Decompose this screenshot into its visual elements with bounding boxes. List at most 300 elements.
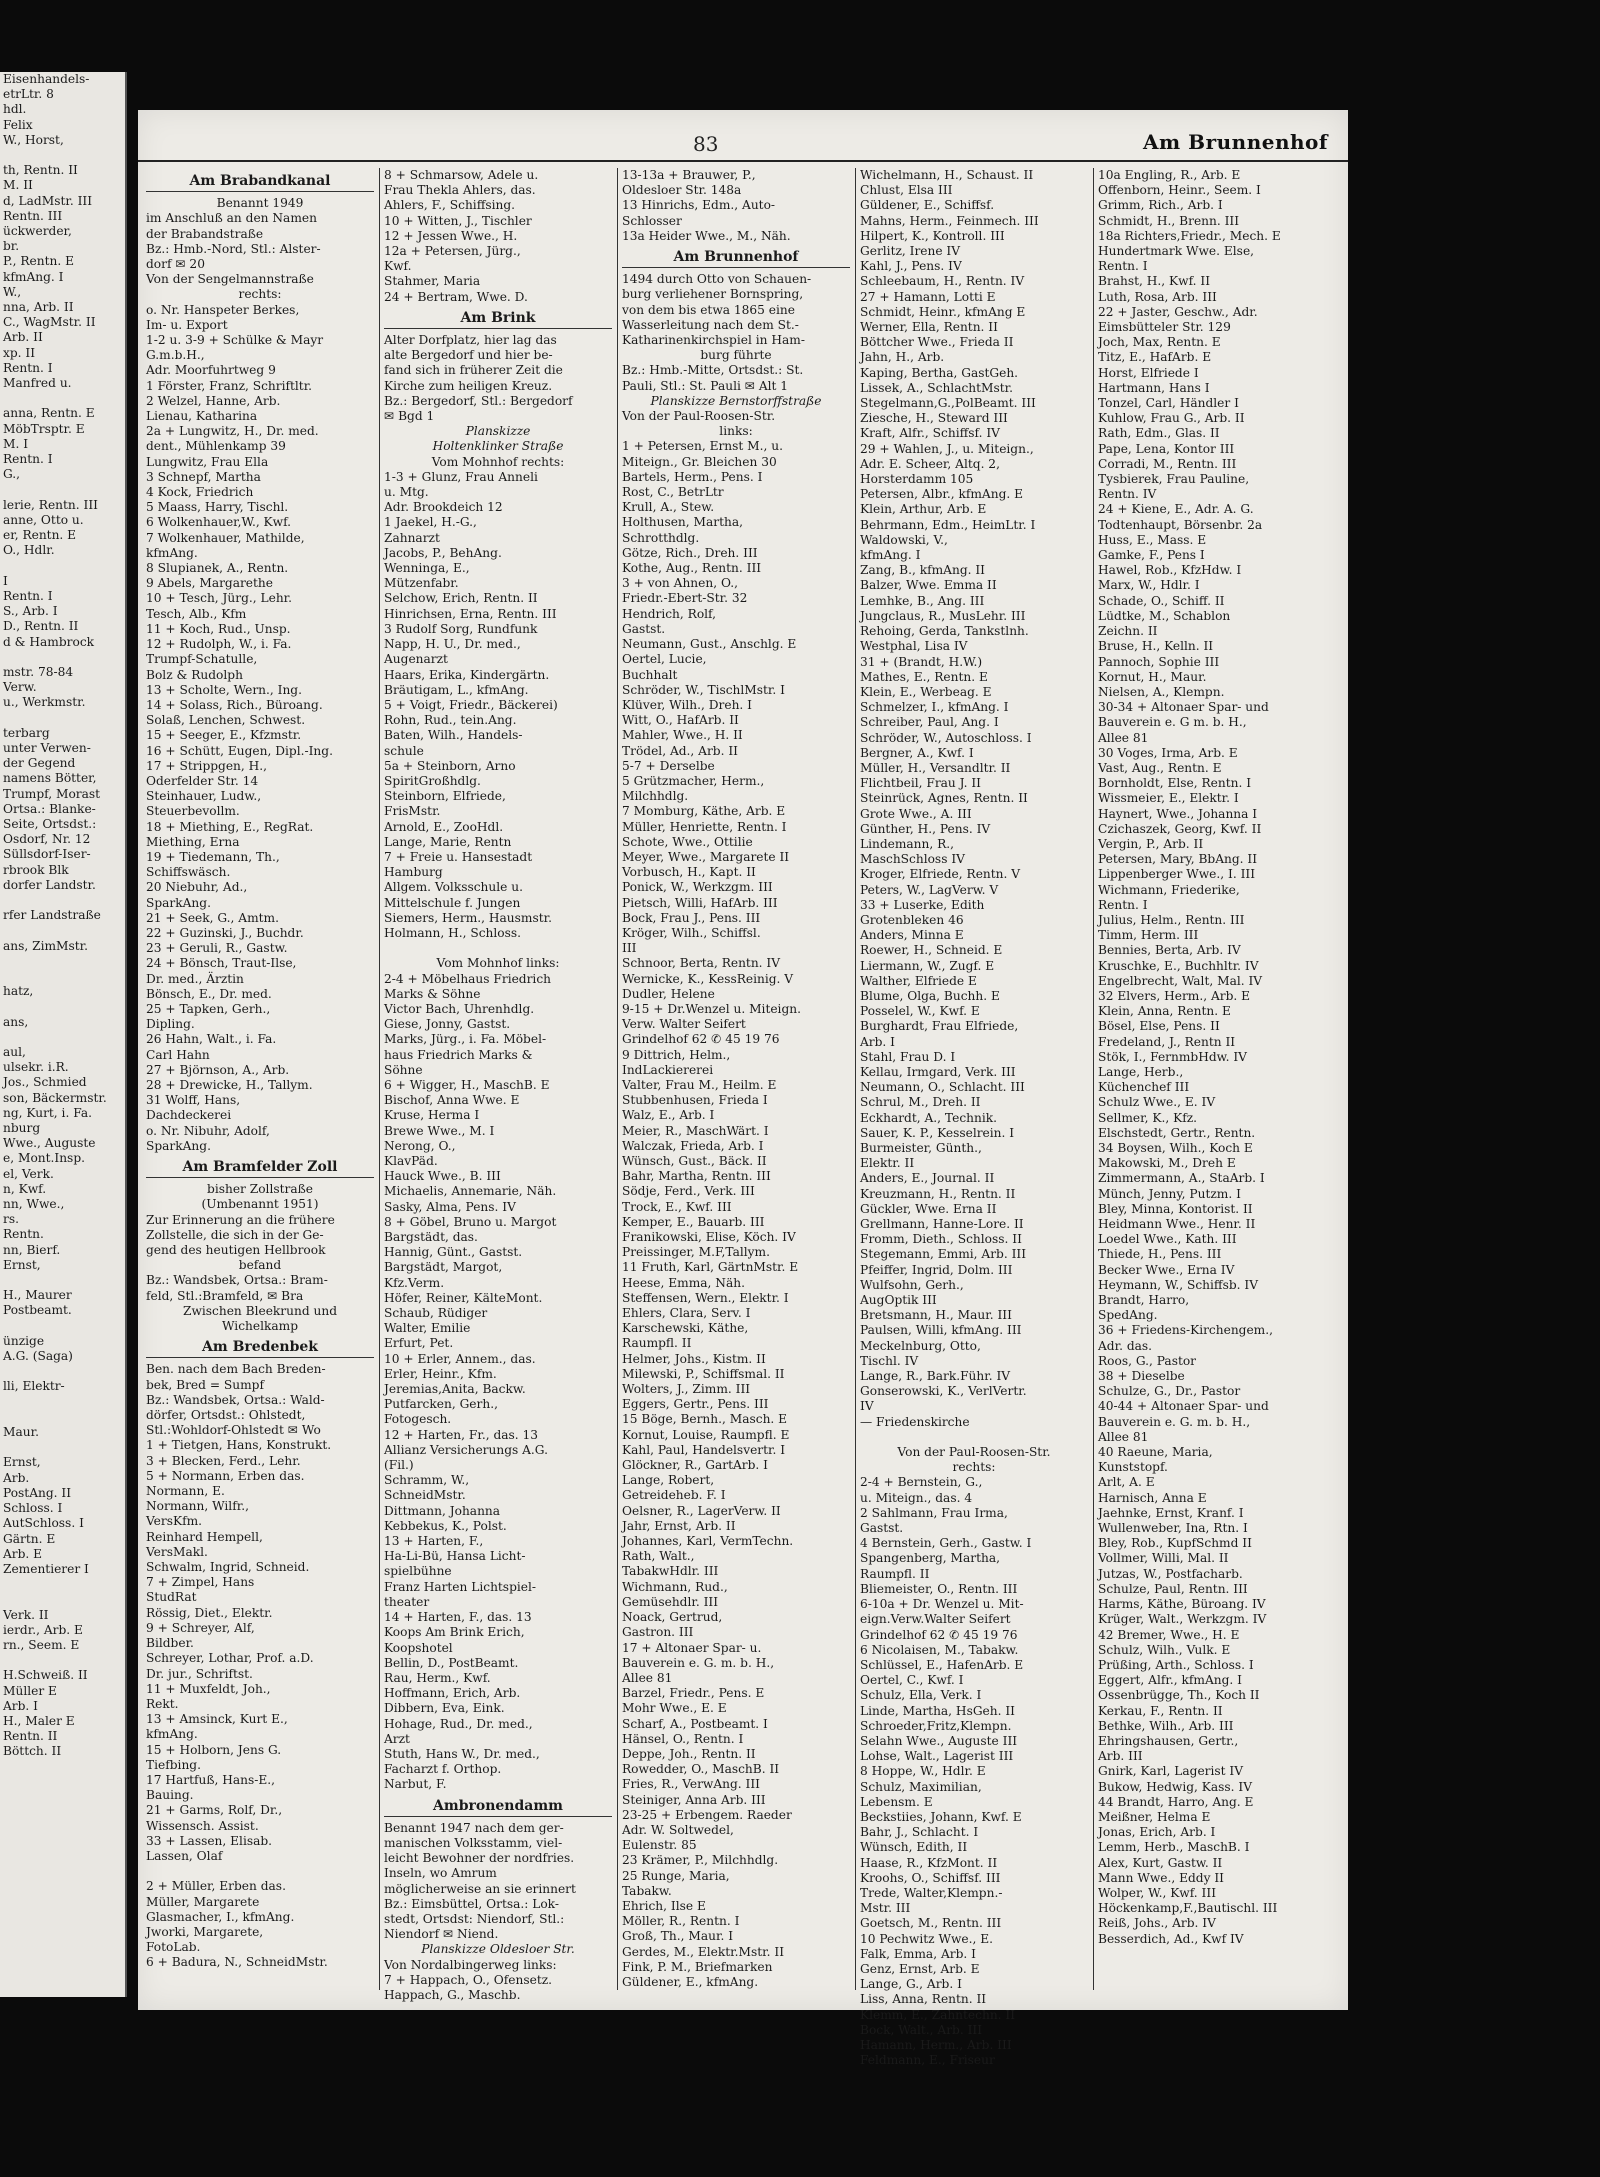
directory-entry-line: rechts: <box>952 1460 996 1475</box>
directory-entry-line: Ha-Li-Bü, Hansa Licht- <box>384 1549 526 1564</box>
directory-entry-line: 23 + Geruli, R., Gastw. <box>146 941 288 956</box>
directory-entry-line: kfmAng. <box>146 1727 198 1742</box>
directory-entry-line: Steffensen, Wern., Elektr. I <box>622 1290 789 1305</box>
strip-text-line: el, Verk. <box>3 1166 54 1181</box>
directory-entry-line: Sellmer, K., Kfz. <box>1098 1110 1197 1125</box>
directory-entry-line: dorf ✉ 20 <box>146 257 205 272</box>
directory-entry-line: 28 + Drewicke, H., Tallym. <box>146 1077 313 1092</box>
directory-entry-line: Dr. jur., Schriftst. <box>146 1666 253 1681</box>
directory-entry-line: Allianz Versicherungs A.G. <box>384 1442 548 1457</box>
strip-text-line: anna, Rentn. E <box>3 406 95 421</box>
directory-entry-line: Happach, G., Maschb. <box>384 1987 521 2002</box>
directory-entry-line: 5 Maass, Harry, Tischl. <box>146 500 289 515</box>
directory-entry-line: Rentn. I <box>1098 259 1148 274</box>
strip-text-line: M. II <box>3 178 33 193</box>
directory-entry-line: burg führte <box>700 348 772 363</box>
directory-entry-line: Rath, Walt., <box>622 1549 695 1564</box>
strip-text-line: aul, <box>3 1045 26 1059</box>
directory-entry-line: — Friedenskirche <box>860 1414 970 1429</box>
directory-entry-line: 8 Hoppe, W., Hdlr. E <box>860 1764 986 1779</box>
directory-entry-line: 33 + Luserke, Edith <box>860 897 985 912</box>
strip-text-line: Verw. <box>3 680 37 695</box>
directory-entry-line: Steiniger, Anna Arb. III <box>622 1792 766 1807</box>
street-heading: Am Bramfelder Zoll <box>146 1160 374 1178</box>
directory-entry-line: 20 Niebuhr, Ad., <box>146 880 248 895</box>
directory-entry-line: 2 Welzel, Hanne, Arb. <box>146 393 281 408</box>
directory-entry-line: Eckhardt, A., Technik. <box>860 1110 997 1125</box>
directory-entry-line: Jeremias,Anita, Backw. <box>384 1382 526 1397</box>
directory-entry-line: Gastron. III <box>622 1625 694 1640</box>
directory-entry-line: 3 Rudolf Sorg, Rundfunk <box>384 621 538 636</box>
directory-entry-line: Stahmer, Maria <box>384 274 481 289</box>
directory-entry-line: 13 + Scholte, Wern., Ing. <box>146 682 302 697</box>
strip-text-line: ans, <box>3 1014 29 1029</box>
strip-text-line: namens Bötter, <box>3 771 97 786</box>
directory-entry-line: Bz.: Wandsbek, Ortsa.: Wald- <box>146 1392 325 1407</box>
directory-entry-line: Von der Paul-Roosen-Str. <box>897 1445 1051 1460</box>
directory-entry-line: Mstr. III <box>860 1901 911 1916</box>
strip-text-line: Rentn. <box>3 1227 44 1242</box>
directory-entry-line: Wichelkamp <box>221 1319 298 1334</box>
directory-entry-line: Zahnarzt <box>384 530 440 545</box>
directory-entry-line: Besserdich, Ad., Kwf IV <box>1098 1931 1244 1946</box>
directory-entry-line: 6 Wolkenhauer,W., Kwf. <box>146 515 292 530</box>
directory-entry-line: feld, Stl.:Bramfeld, ✉ Bra <box>146 1288 304 1303</box>
directory-entry-line: Stuth, Hans W., Dr. med., <box>384 1746 540 1761</box>
directory-entry-line: Wolper, W., Kwf. III <box>1098 1885 1217 1900</box>
directory-entry-line: Kornut, H., Maur. <box>1098 669 1207 684</box>
directory-entry-line: Grindelhof 62 ✆ 45 19 76 <box>860 1627 1018 1642</box>
directory-entry-line: Erfurt, Pet. <box>384 1336 454 1351</box>
directory-entry-line: Mohr Wwe., E. E <box>622 1701 727 1716</box>
directory-entry-line: Söhne <box>384 1062 423 1077</box>
directory-entry-line: Todtenhaupt, Börsenbr. 2a <box>1098 517 1263 532</box>
directory-entry-line: Adr. Brookdeich 12 <box>384 500 503 515</box>
directory-entry-line: Tonzel, Carl, Händler I <box>1098 396 1239 411</box>
directory-entry-line: Schlosser <box>622 213 682 228</box>
directory-entry-line: haus Friedrich Marks & <box>384 1047 533 1062</box>
directory-entry-line: Augenarzt <box>384 652 448 667</box>
directory-entry-line: Falk, Emma, Arb. I <box>860 1946 976 1961</box>
directory-entry-line: Witt, O., HafArb. II <box>622 713 739 728</box>
directory-entry-line: Rössig, Diet., Elektr. <box>146 1605 273 1620</box>
directory-entry-line: 5-7 + Derselbe <box>622 758 715 773</box>
strip-text-line: terbarg <box>3 725 50 740</box>
strip-text-line: Ernst, <box>3 1257 41 1272</box>
directory-entry-line: Buchhalt <box>622 667 678 682</box>
directory-entry-line: Pannoch, Sophie III <box>1098 654 1220 669</box>
directory-entry-line: 23 Krämer, P., Milchhdlg. <box>622 1853 779 1868</box>
directory-entry-line: Schwalm, Ingrid, Schneid. <box>146 1560 310 1575</box>
strip-text-line: Böttch. II <box>3 1744 62 1759</box>
directory-entry-line: Rowedder, O., MaschB. II <box>622 1762 780 1777</box>
strip-text-line: Ortsa.: Blanke- <box>3 801 96 816</box>
directory-entry-line: Lippenberger Wwe., I. III <box>1098 867 1256 882</box>
directory-entry-line: Niendorf ✉ Niend. <box>384 1927 499 1942</box>
directory-entry-line: Fredeland, J., Rentn II <box>1098 1034 1236 1049</box>
page-header <box>138 120 1348 162</box>
directory-entry-line: Hänsel, O., Rentn. I <box>622 1731 744 1746</box>
directory-entry-line: Müller, H., Versandltr. II <box>860 760 1011 775</box>
directory-entry-line: Fries, R., VerwAng. III <box>622 1777 760 1792</box>
directory-entry-line: Eggers, Gertr., Pens. III <box>622 1397 769 1412</box>
directory-entry-line: 10 + Erler, Annem., das. <box>384 1351 536 1366</box>
directory-entry-line: (Fil.) <box>384 1458 414 1473</box>
directory-entry-line: Wernicke, K., KessReinig. V <box>622 971 794 986</box>
directory-entry-line: Bauverein e. G m. b. H., <box>1098 715 1247 730</box>
directory-entry-line: Meckelnburg, Otto, <box>860 1338 981 1353</box>
directory-entry-line: Bildber. <box>146 1636 194 1651</box>
directory-entry-line: Friedr.-Ebert-Str. 32 <box>622 591 748 606</box>
directory-entry-line: Posselel, W., Kwf. E <box>860 1004 980 1019</box>
strip-text-line: Felix <box>3 117 33 132</box>
directory-entry-line: Rekt. <box>146 1696 179 1711</box>
directory-entry-line: Grotenbleken 46 <box>860 912 964 927</box>
directory-entry-line: Kroger, Elfriede, Rentn. V <box>860 867 1021 882</box>
directory-entry-line: VersKfm. <box>146 1514 203 1529</box>
directory-entry-line: IndLackiererei <box>622 1062 714 1077</box>
directory-entry-line: Möller, R., Rentn. I <box>622 1914 740 1929</box>
strip-text-line: xp. II <box>3 345 36 360</box>
directory-entry-line: 40 Raeune, Maria, <box>1098 1445 1213 1460</box>
directory-entry-line: SparkAng. <box>146 1138 211 1153</box>
strip-text-line <box>0 391 125 406</box>
directory-entry-line: 10 + Tesch, Jürg., Lehr. <box>146 591 293 606</box>
directory-entry-line: Verw. Walter Seifert <box>622 1017 746 1032</box>
directory-entry-line: Schiffswäsch. <box>146 865 231 880</box>
directory-entry-line: Kröger, Wilh., Schiffsl. <box>622 925 761 940</box>
directory-entry-line: Arlt, A. E <box>1098 1475 1155 1490</box>
directory-entry-line: ✉ Bgd 1 <box>384 409 435 424</box>
directory-entry-line: Burghardt, Frau Elfriede, <box>860 1019 1019 1034</box>
directory-entry-line: Benannt 1949 <box>216 196 304 211</box>
directory-entry-line: Mützenfabr. <box>384 576 459 591</box>
directory-entry-line: Tesch, Alb., Kfm <box>146 606 247 621</box>
directory-entry-line: Haars, Erika, Kindergärtn. <box>384 667 550 682</box>
directory-entry-line: Haase, R., KfzMont. II <box>860 1855 998 1870</box>
directory-entry-line: Becker Wwe., Erna IV <box>1098 1262 1235 1277</box>
directory-entry-line: links: <box>719 424 753 439</box>
directory-entry-line: 21 + Seek, G., Amtm. <box>146 910 279 925</box>
directory-entry-line: Dudler, Helene <box>622 986 715 1001</box>
directory-entry-line: Rath, Edm., Glas. II <box>1098 426 1220 441</box>
strip-text-line <box>0 1364 125 1379</box>
strip-text-line <box>0 1030 125 1045</box>
directory-entry-line: Schade, O., Schiff. II <box>1098 593 1225 608</box>
directory-entry-line: Lange, Herb., <box>1098 1064 1184 1079</box>
directory-entry-line: Schreyer, Lothar, Prof. a.D. <box>146 1651 314 1666</box>
directory-entry-line: 7 + Zimpel, Hans <box>146 1575 255 1590</box>
strip-text-line: I <box>3 573 8 588</box>
strip-text-line: unter Verwen- <box>3 740 91 755</box>
directory-entry-line: von dem bis etwa 1865 eine <box>622 302 795 317</box>
directory-entry-line: Selchow, Erich, Rentn. II <box>384 591 538 606</box>
column-2 <box>384 168 612 2002</box>
directory-entry-line: Bz.: Bergedorf, Stl.: Bergedorf <box>384 393 573 408</box>
directory-entry-line: Blume, Olga, Buchh. E <box>860 988 1000 1003</box>
directory-entry-line: 10 Pechwitz Wwe., E. <box>860 1931 994 1946</box>
directory-entry-line: 4 Kock, Friedrich <box>146 485 254 500</box>
directory-entry-line: 25 Runge, Maria, <box>622 1868 730 1883</box>
directory-entry-line: Normann, E. <box>146 1484 225 1499</box>
strip-text-line: Arb. E <box>3 1546 43 1561</box>
directory-entry-line: 3 Schnepf, Martha <box>146 469 261 484</box>
directory-entry-line: Trock, E., Kwf. III <box>622 1199 732 1214</box>
directory-entry-line: Bley, Minna, Kontorist. II <box>1098 1201 1253 1216</box>
directory-entry-line: Selahn Wwe., Auguste III <box>860 1733 1018 1748</box>
directory-entry-line: Timm, Herm. III <box>1098 928 1199 943</box>
directory-entry-line: 30 Voges, Irma, Arb. E <box>1098 745 1238 760</box>
directory-entry-line: u. Mtg. <box>384 485 429 500</box>
directory-entry-line: 2a + Lungwitz, H., Dr. med. <box>146 424 319 439</box>
directory-entry-line: Södje, Ferd., Verk. III <box>622 1184 755 1199</box>
directory-entry-line: Ponick, W., Werkzgm. III <box>622 880 773 895</box>
directory-entry-line: Lange, R., Bark.Führ. IV <box>860 1369 1011 1384</box>
directory-entry-line: Schmidt, H., Brenn. III <box>1098 213 1240 228</box>
directory-entry-line: 15 + Holborn, Jens G. <box>146 1742 282 1757</box>
directory-entry-line: Napp, H. U., Dr. med., <box>384 637 521 652</box>
directory-entry-line: Schmidt, Heinr., kfmAng E <box>860 304 1026 319</box>
directory-entry-line: alte Bergedorf und hier be- <box>384 348 553 363</box>
directory-entry-line: Valter, Frau M., Heilm. E <box>622 1077 777 1092</box>
directory-entry-line: Meier, R., MaschWärt. I <box>622 1123 769 1138</box>
directory-entry-line: 34 Boysen, Wilh., Koch E <box>1098 1141 1253 1155</box>
directory-entry-line: eign.Verw.Walter Seifert <box>860 1612 1011 1627</box>
directory-entry-line: FrisMstr. <box>384 804 441 819</box>
directory-entry-line: Jacobs, P., BehAng. <box>384 545 502 560</box>
directory-entry-line: Tischl. IV <box>860 1353 919 1368</box>
directory-entry-line: Joch, Max, Rentn. E <box>1098 335 1221 350</box>
directory-entry-line: Von der Sengelmannstraße <box>146 272 314 287</box>
directory-entry-line: Kunststopf. <box>1098 1460 1168 1475</box>
directory-entry-line: 30-34 + Altonaer Spar- und <box>1098 700 1269 715</box>
strip-text-line <box>0 999 125 1014</box>
strip-text-line: Rentn. III <box>3 208 63 223</box>
directory-entry-line: gend des heutigen Hellbrook <box>146 1243 326 1258</box>
directory-entry-line: StudRat <box>146 1590 197 1605</box>
directory-entry-line: Hartmann, Hans I <box>1098 380 1210 395</box>
column-5 <box>1098 168 1334 1990</box>
directory-entry-line: Kebbekus, K., Polst. <box>384 1518 507 1533</box>
directory-entry-line: Raumpfl. II <box>622 1336 692 1351</box>
directory-entry-line: Bauverein e. G. m. b. H., <box>1098 1414 1251 1429</box>
directory-entry-line: Stahl, Frau D. I <box>860 1049 956 1064</box>
directory-entry-line: Oldesloer Str. 148a <box>622 183 742 198</box>
directory-entry-line: Wullenweber, Ina, Rtn. I <box>1098 1521 1248 1536</box>
strip-text-line: Schloss. I <box>3 1501 63 1516</box>
strip-text-line: br. <box>3 239 20 254</box>
directory-entry-line: Heidmann Wwe., Henr. II <box>1098 1217 1256 1232</box>
directory-entry-line: Walczak, Frieda, Arb. I <box>622 1138 764 1153</box>
directory-entry-line: Stl.:Wohldorf-Ohlstedt ✉ Wo <box>146 1423 321 1438</box>
strip-text-line: th, Rentn. II <box>3 163 78 178</box>
directory-entry-line: 12 + Jessen Wwe., H. <box>384 228 518 243</box>
directory-entry-line: Reiß, Johs., Arb. IV <box>1098 1916 1216 1931</box>
directory-entry-line: Planskizze Bernstorffstraße <box>650 393 822 408</box>
directory-entry-line: Franz Harten Lichtspiel- <box>384 1579 536 1594</box>
directory-entry-line: fand sich in früherer Zeit die <box>384 363 563 378</box>
directory-entry-line: Grote Wwe., A. III <box>860 806 972 821</box>
strip-text-line: PostAng. II <box>3 1485 72 1500</box>
strip-text-line: mstr. 78-84 <box>3 664 74 679</box>
directory-entry-line: 18 + Miething, E., RegRat. <box>146 819 314 834</box>
directory-entry-line: SpiritGroßhdlg. <box>384 773 481 788</box>
running-head: Am Brunnenhof <box>1143 130 1328 154</box>
directory-entry-line: Mittelschule f. Jungen <box>384 895 521 910</box>
directory-entry-line: 7 + Freie u. Hansestadt <box>384 849 533 864</box>
strip-text-line <box>0 1577 125 1592</box>
directory-entry-line: Gastst. <box>622 621 666 636</box>
strip-text-line: P., Rentn. E <box>3 254 74 269</box>
directory-entry-line: Dibbern, Eva, Eink. <box>384 1701 505 1716</box>
directory-entry-line: 25 + Tapken, Gerh., <box>146 1001 271 1016</box>
directory-entry-line: 13 Hinrichs, Edm., Auto- <box>622 198 776 213</box>
directory-entry-line: 1 Jaekel, H.-G., <box>384 515 477 530</box>
directory-entry-line: Petersen, Mary, BbAng. II <box>1098 852 1258 867</box>
strip-text-line: ng, Kurt, i. Fa. <box>3 1105 92 1120</box>
directory-entry-line: Münch, Jenny, Putzm. I <box>1098 1186 1241 1201</box>
directory-entry-line: Bruse, H., Kelln. II <box>1098 639 1214 654</box>
directory-entry-line: Preissinger, M.F,Tallym. <box>622 1245 770 1260</box>
directory-entry-line: Brandt, Harro, <box>1098 1293 1190 1308</box>
directory-entry-line: Werner, Ella, Rentn. II <box>860 320 998 335</box>
directory-entry-line: Balzer, Wwe. Emma II <box>860 578 997 593</box>
strip-text-line: son, Bäckermstr. <box>3 1090 107 1105</box>
directory-entry-line: Grindelhof 62 ✆ 45 19 76 <box>622 1032 780 1047</box>
directory-entry-line: Frau Thekla Ahlers, das. <box>384 183 536 198</box>
directory-entry-line: III <box>622 941 637 956</box>
strip-text-line <box>0 1653 125 1668</box>
directory-entry-line: Bliemeister, O., Rentn. III <box>860 1581 1018 1596</box>
directory-entry-line: Schulz, Wilh., Vulk. E <box>1098 1642 1231 1657</box>
directory-entry-line: Bz.: Wandsbek, Ortsa.: Bram- <box>146 1273 328 1288</box>
directory-entry-line: Michaelis, Annemarie, Näh. <box>384 1184 557 1199</box>
directory-entry-line: Arzt <box>384 1731 410 1746</box>
directory-entry-line: Dachdeckerei <box>146 1108 232 1123</box>
directory-entry-line: Bischof, Anna Wwe. E <box>384 1093 520 1108</box>
directory-entry-line: Walther, Elfriede E <box>860 973 977 988</box>
strip-text-line <box>0 1440 125 1455</box>
strip-text-line <box>0 482 125 497</box>
directory-entry-line: Holthusen, Martha, <box>622 515 743 530</box>
directory-entry-line: Peters, W., LagVerw. V <box>860 882 999 897</box>
directory-entry-line: 23-25 + Erbengem. Raeder <box>622 1807 792 1822</box>
directory-entry-line: Walz, E., Arb. I <box>622 1108 715 1123</box>
directory-entry-line: Eulenstr. 85 <box>622 1838 697 1853</box>
directory-entry-line: 12a + Petersen, Jürg., <box>384 244 521 259</box>
directory-entry-line: Mann Wwe., Eddy II <box>1098 1870 1224 1885</box>
directory-entry-line: 1 + Petersen, Ernst M., u. <box>622 439 784 454</box>
directory-entry-line: Tysbierek, Frau Pauline, <box>1098 472 1250 487</box>
directory-entry-line: Roos, G., Pastor <box>1098 1353 1197 1368</box>
directory-entry-line: theater <box>384 1594 430 1609</box>
directory-entry-line: o. Nr. Nibuhr, Adolf, <box>146 1123 270 1138</box>
directory-entry-line: Lebensm. E <box>860 1794 933 1809</box>
column-divider <box>617 168 618 1990</box>
strip-text-line: Verk. II <box>3 1607 49 1622</box>
directory-entry-line: Dittmann, Johanna <box>384 1503 501 1518</box>
directory-entry-line: Schmelzer, I., kfmAng. I <box>860 700 1009 715</box>
directory-entry-line: Bartels, Herm., Pens. I <box>622 469 763 484</box>
directory-entry-line: 9 + Schreyer, Alf, <box>146 1620 255 1635</box>
strip-text-line: rs. <box>3 1212 19 1227</box>
directory-entry-line: Schröder, W., Autoschloss. I <box>860 730 1032 745</box>
directory-entry-line: Vollmer, Willi, Mal. II <box>1098 1551 1229 1566</box>
directory-entry-line: Trödel, Ad., Arb. II <box>622 743 738 758</box>
directory-entry-line: Bornholdt, Else, Rentn. I <box>1098 776 1252 791</box>
directory-entry-line: 17 + Altonaer Spar- u. <box>622 1640 762 1655</box>
strip-text-line: hatz, <box>3 984 34 999</box>
directory-entry-line: Kwf. <box>384 259 412 274</box>
directory-entry-line: Trumpf-Schatulle, <box>146 652 258 667</box>
directory-entry-line: Spangenberg, Martha, <box>860 1551 1000 1566</box>
directory-entry-line: 5a + Steinborn, Arno <box>384 758 516 773</box>
directory-entry-line: Anders, Minna E <box>860 928 964 943</box>
strip-text-line: ünzige <box>3 1333 45 1348</box>
directory-entry-line: Deppe, Joh., Rentn. II <box>622 1746 756 1761</box>
directory-entry-line: Schrul, M., Dreh. II <box>860 1095 981 1110</box>
directory-entry-line: Schramm, W., <box>384 1473 470 1488</box>
directory-entry-line: 15 + Seeger, E., Kfzmstr. <box>146 728 302 743</box>
directory-entry-line: Czichaszek, Georg, Kwf. II <box>1098 821 1262 836</box>
directory-entry-line: Nerong, O., <box>384 1138 456 1153</box>
strip-text-line: Arb. <box>3 1470 30 1485</box>
directory-entry-line: Inseln, wo Amrum <box>384 1866 497 1881</box>
directory-entry-line: Planskizze <box>465 424 531 439</box>
directory-entry-line: Liermann, W., Zugf. E <box>860 958 995 973</box>
directory-entry-line: 11 + Koch, Rud., Unsp. <box>146 621 291 636</box>
directory-entry-line: Lohse, Walt., Lagerist III <box>860 1749 1014 1764</box>
directory-entry-line: Jahn, H., Arb. <box>860 350 945 365</box>
strip-text-line: A.G. (Saga) <box>3 1349 73 1364</box>
directory-entry-line: 10a Engling, R., Arb. E <box>1098 168 1241 182</box>
directory-entry-line: 15 Böge, Bernh., Masch. E <box>622 1412 788 1427</box>
strip-text-line <box>0 1395 125 1410</box>
directory-entry-line: Adr. Moorfuhrtweg 9 <box>146 363 276 378</box>
strip-text-line: nn, Wwe., <box>3 1197 65 1212</box>
strip-text-line: Süllsdorf-Iser- <box>3 847 91 862</box>
directory-entry-line: Kraft, Alfr., Schiffsf. IV <box>860 426 1000 441</box>
directory-entry-line: Julius, Helm., Rentn. III <box>1098 912 1245 927</box>
directory-entry-line: Schnoor, Berta, Rentn. IV <box>622 956 781 971</box>
strip-text-line: n, Kwf. <box>3 1181 47 1196</box>
strip-text-line <box>0 1319 125 1334</box>
directory-entry-line: Victor Bach, Uhrenhdlg. <box>384 1001 535 1016</box>
directory-entry-line: dörfer, Ortsdst.: Ohlstedt, <box>146 1408 306 1423</box>
directory-entry-line: 9-15 + Dr.Wenzel u. Miteign. <box>622 1001 801 1016</box>
directory-entry-line: Bennies, Berta, Arb. IV <box>1098 943 1241 958</box>
strip-text-line: ans, ZimMstr. <box>3 938 89 953</box>
directory-entry-line: Genz, Ernst, Arb. E <box>860 1961 980 1976</box>
directory-entry-line: Hohage, Rud., Dr. med., <box>384 1716 533 1731</box>
directory-entry-line: 13 + Harten, F., <box>384 1534 484 1549</box>
directory-entry-line: 7 Momburg, Käthe, Arb. E <box>622 804 786 819</box>
directory-entry-line: Wasserleitung nach dem St.- <box>622 317 799 332</box>
strip-text-line: er, Rentn. E <box>3 528 77 543</box>
strip-text-line: kfmAng. I <box>3 269 64 284</box>
directory-entry-line: Oelsner, R., LagerVerw. II <box>622 1503 781 1518</box>
directory-entry-line: Ehlers, Clara, Serv. I <box>622 1306 751 1321</box>
strip-text-line: W., Horst, <box>3 132 64 147</box>
directory-entry-line: Rehoing, Gerda, Tankstlnh. <box>860 624 1029 639</box>
directory-entry-line: Scharf, A., Postbeamt. I <box>622 1716 768 1731</box>
directory-entry-line: Höfer, Reiner, KälteMont. <box>384 1290 543 1305</box>
directory-entry-line: IV <box>860 1399 874 1414</box>
strip-text-line: lli, Elektr- <box>3 1379 65 1394</box>
strip-text-line: etrLtr. 8 <box>3 87 54 102</box>
directory-entry-line: Bauverein e. G. m. b. H., <box>622 1655 775 1670</box>
directory-entry-line: o. Nr. Hanspeter Berkes, <box>146 302 300 317</box>
